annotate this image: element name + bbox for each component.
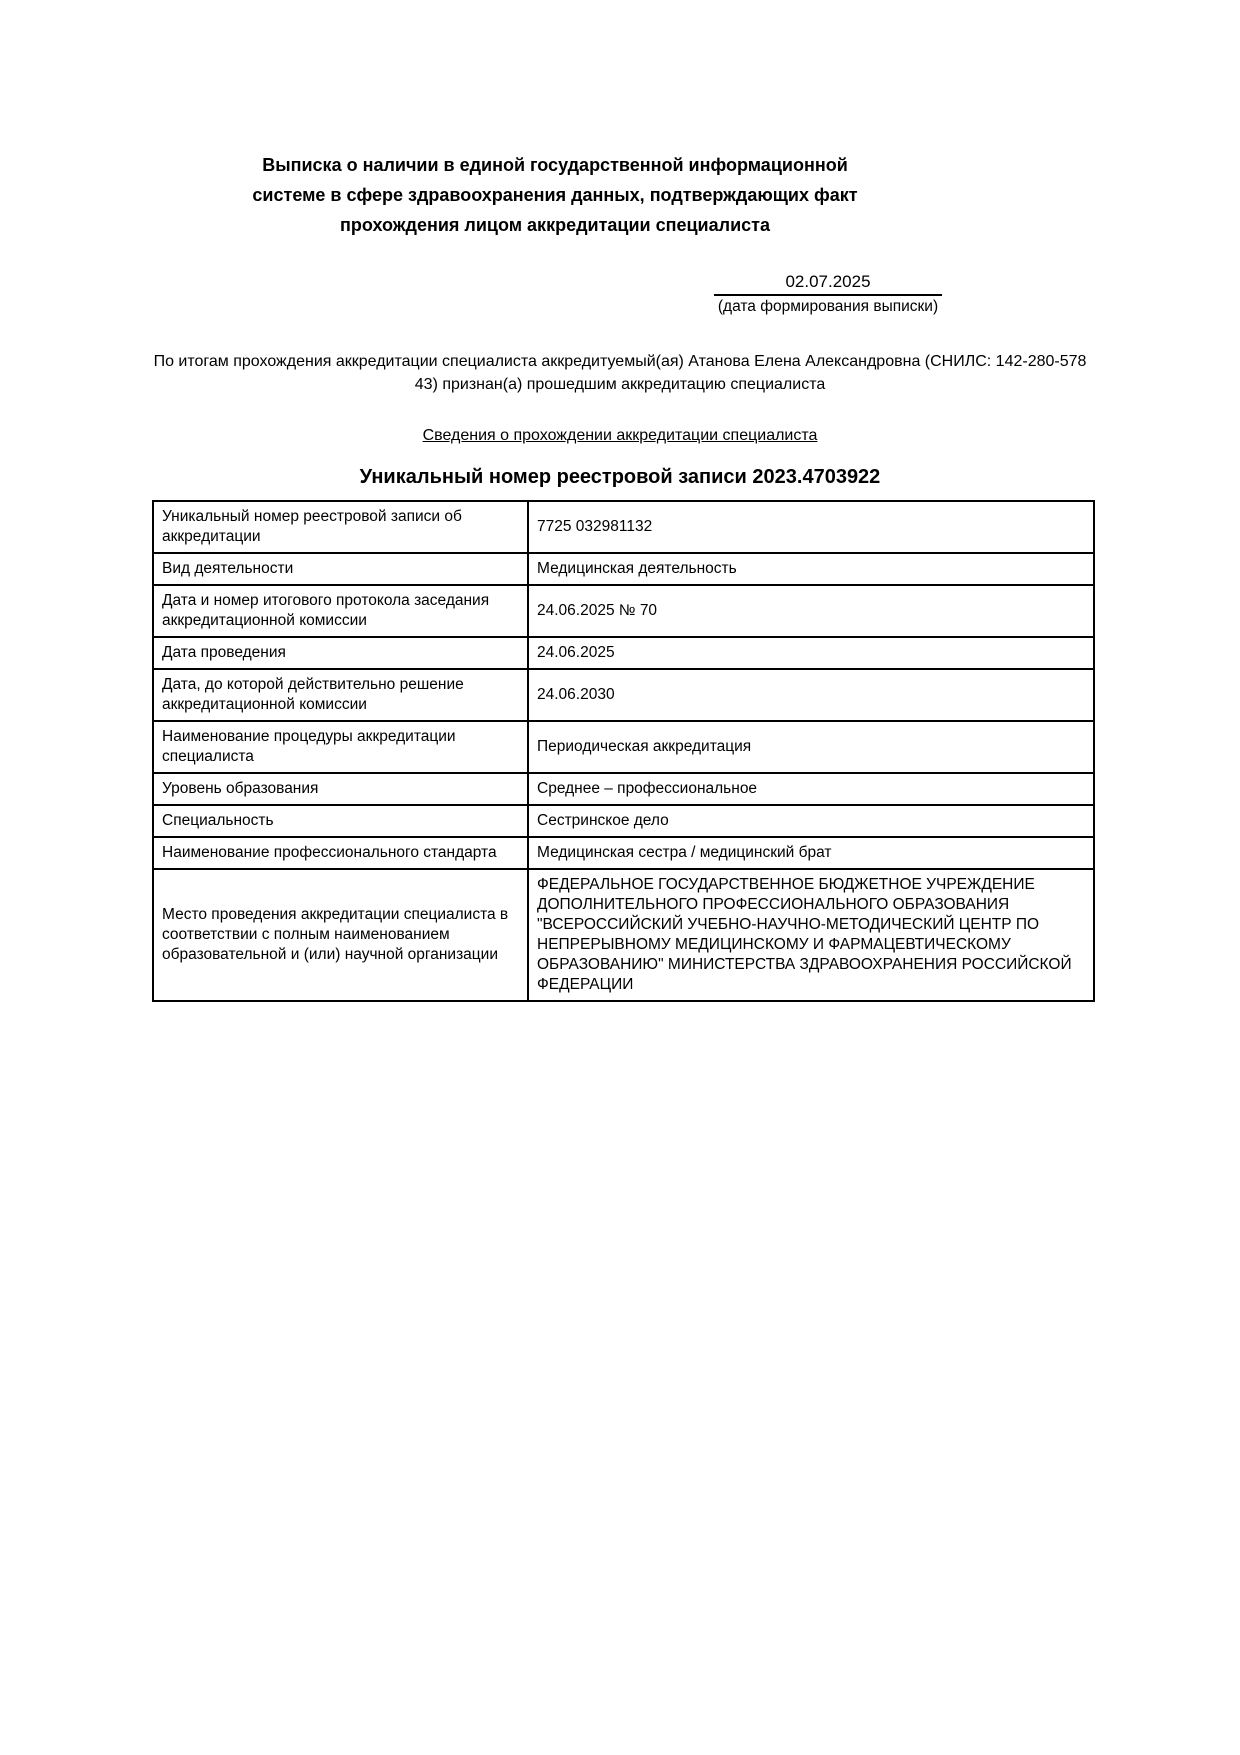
- row-value: 24.06.2025 № 70: [528, 585, 1094, 637]
- row-value: Медицинская сестра / медицинский брат: [528, 837, 1094, 869]
- formation-date: 02.07.2025: [714, 272, 942, 296]
- row-label: Уникальный номер реестровой записи об аккредитации: [153, 501, 528, 553]
- row-value: ФЕДЕРАЛЬНОЕ ГОСУДАРСТВЕННОЕ БЮДЖЕТНОЕ УЧРЕЖДЕНИЕ ДОПОЛНИТЕЛЬНОГО ПРОФЕССИОНАЛЬНОГО ОБРАЗОВАНИЯ "ВСЕРОССИЙСКИЙ УЧЕБНО-НАУЧНО-МЕТОДИЧЕСКИЙ ЦЕНТР ПО НЕПРЕРЫВНОМУ МЕДИЦИНСКОМУ И ФАРМАЦЕВТИЧЕСКОМУ ОБРАЗОВАНИЮ" МИНИСТЕРСТВА ЗДРАВООХРАНЕНИЯ РОССИЙСКОЙ ФЕДЕРАЦИИ: [528, 869, 1094, 1001]
- formation-date-caption: (дата формирования выписки): [717, 298, 939, 315]
- table-row: [153, 869, 1094, 1001]
- row-label: Вид деятельности: [153, 553, 528, 585]
- row-value: Сестринское дело: [528, 805, 1094, 837]
- row-label: Уровень образования: [153, 773, 528, 805]
- row-value: Периодическая аккредитация: [528, 721, 1094, 773]
- accreditation-table: [152, 500, 1095, 1002]
- row-label: Дата, до которой действительно решение аккредитационной комиссии: [153, 669, 528, 721]
- row-value: 7725 032981132: [528, 501, 1094, 553]
- row-label: Дата проведения: [153, 637, 528, 669]
- table-row: [153, 805, 1094, 837]
- intro-paragraph: По итогам прохождения аккредитации специалиста аккредитуемый(ая) Атанова Елена Александровна (СНИЛС: 142-280-578 43) признан(а) прошедшим аккредитацию специалиста: [153, 353, 1087, 393]
- row-value: Среднее – профессиональное: [528, 773, 1094, 805]
- section-heading: Сведения о прохождении аккредитации специалиста: [422, 427, 818, 444]
- record-number-heading: Уникальный номер реестровой записи 2023.4703922: [359, 466, 881, 488]
- formation-date-block: [714, 272, 942, 316]
- row-value: 24.06.2030: [528, 669, 1094, 721]
- row-label: Дата и номер итогового протокола заседания аккредитационной комиссии: [153, 585, 528, 637]
- table-row: [153, 669, 1094, 721]
- table-row: [153, 637, 1094, 669]
- table-row: [153, 585, 1094, 637]
- row-value: Медицинская деятельность: [528, 553, 1094, 585]
- table-row: [153, 501, 1094, 553]
- document-title: Выписка о наличии в единой государственной информационной системе в сфере здравоохранения данных, подтверждающих факт прохождения лицом аккредитации специалиста: [252, 155, 858, 235]
- table-row: [153, 837, 1094, 869]
- row-label: Специальность: [153, 805, 528, 837]
- table-row: [153, 773, 1094, 805]
- row-label: Наименование процедуры аккредитации специалиста: [153, 721, 528, 773]
- row-label: Место проведения аккредитации специалиста в соответствии с полным наименованием образовательной и (или) научной организации: [153, 869, 528, 1001]
- row-label: Наименование профессионального стандарта: [153, 837, 528, 869]
- row-value: 24.06.2025: [528, 637, 1094, 669]
- table-row: [153, 721, 1094, 773]
- table-row: [153, 553, 1094, 585]
